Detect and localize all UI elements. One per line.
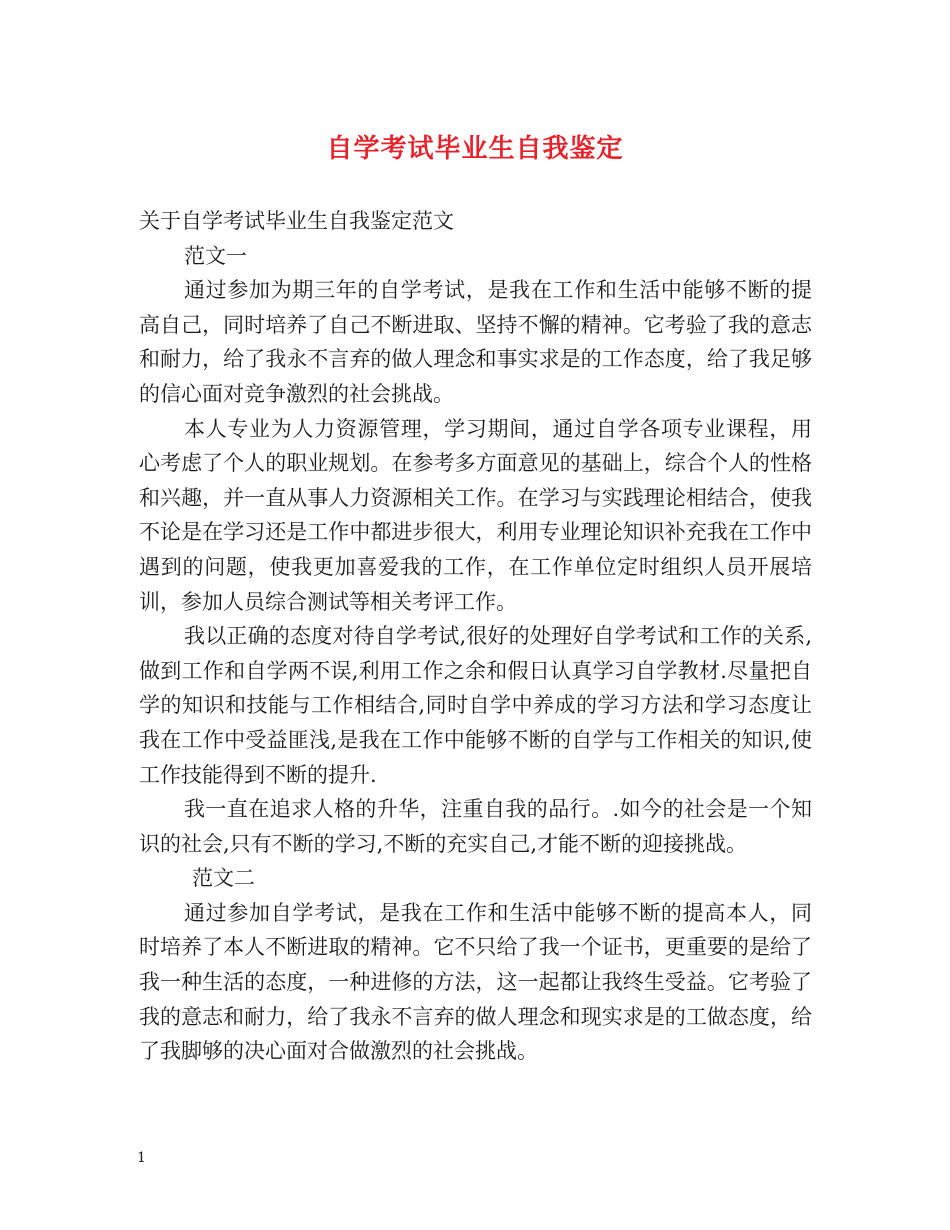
document-body [139,204,812,1069]
section-1-paragraph-4: 我一直在追求人格的升华，注重自我的品行。.如今的社会是一个知识的社会,只有不断的学习,不断的充实自己,才能不断的迎接挑战。 [139,797,812,856]
section-heading-1: 范文一 [184,243,247,268]
section-1-paragraph-2: 本人专业为人力资源管理，学习期间，通过自学各项专业课程，用心考虑了个人的职业规划。在参考多方面意见的基础上，综合个人的性格和兴趣，并一直从事人力资源相关工作。在学习与实践理论相结合，使我不论是在学习还是工作中都进步很大，利用专业理论知识补充我在工作中遇到的问题，使我更加喜爱我的工作，在工作单位定时组织人员开展培训，参加人员综合测试等相关考评工作。 [139,416,812,614]
page-number: 1 [137,1150,146,1166]
section-1-paragraph-3: 我以正确的态度对待自学考试,很好的处理好自学考试和工作的关系,做到工作和自学两不误,利用工作之余和假日认真学习自学教材.尽量把自学的知识和技能与工作相结合,同时自学中养成的学习方法和学习态度让我在工作中受益匪浅,是我在工作中能够不断的自学与工作相关的知识,使工作技能得到不断的提升. [139,624,812,787]
section-2-paragraph-1: 通过参加自学考试，是我在工作和生活中能够不断的提高本人，同时培养了本人不断进取的精神。它不只给了我一个证书，更重要的是给了我一种生活的态度，一种进修的方法，这一起都让我终生受益。它考验了我的意志和耐力，给了我永不言弃的做人理念和现实求是的工做态度，给了我脚够的决心面对合做激烈的社会挑战。 [139,900,812,1064]
document-title: 自学考试毕业生自我鉴定 [326,134,624,164]
section-heading-2: 范文二 [192,866,255,891]
document-subtitle: 关于自学考试毕业生自我鉴定范文 [139,209,454,233]
section-1-paragraph-1: 通过参加为期三年的自学考试，是我在工作和生活中能够不断的提高自己，同时培养了自己不断进取、坚持不懈的精神。它考验了我的意志和耐力，给了我永不言弃的做人理念和事实求是的工作态度，给了我足够的信心面对竞争激烈的社会挑战。 [139,278,812,406]
